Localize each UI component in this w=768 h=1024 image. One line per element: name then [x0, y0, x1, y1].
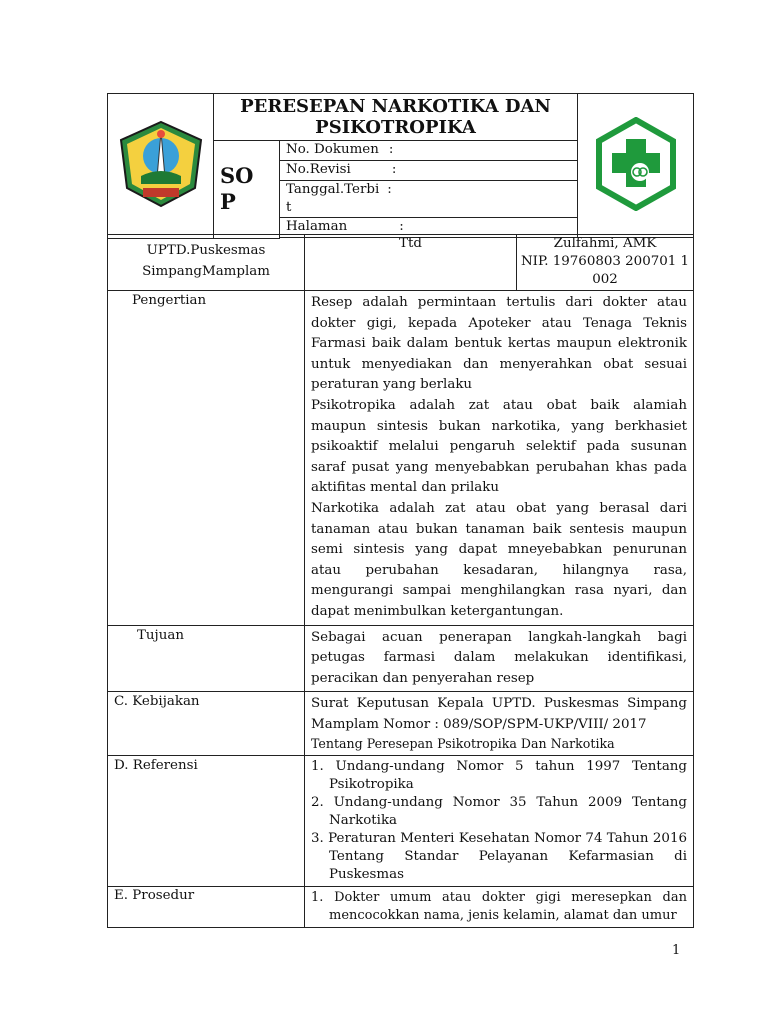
left-logo-cell	[108, 94, 214, 239]
tujuan-content-cell	[305, 625, 694, 692]
meta-colon: :	[399, 219, 404, 234]
regency-emblem-icon	[115, 118, 207, 210]
org-cell	[108, 235, 305, 291]
meta-colon: :	[387, 182, 392, 197]
document-title-cell	[214, 94, 578, 141]
prosedur-label: E. Prosedur	[114, 888, 195, 904]
signatory-cell	[517, 235, 694, 291]
signatory-nip-line2: 002	[592, 272, 618, 287]
meta-label: No. Dokumen	[286, 142, 379, 157]
org-line2: SimpangMamplam	[142, 263, 270, 279]
tujuan-label-cell	[108, 625, 305, 692]
ttd-cell	[305, 235, 517, 291]
meta-label: Tanggal.Terbi	[286, 182, 380, 197]
sop-label-line2: P	[220, 189, 236, 215]
pengertian-paragraph-psikotropika: Psikotropika adalah zat atau obat baik alamiah maupun sintesis bukan narkotika, yang berkhasiet psikoaktif melalui pengaruh selektif pada susunan saraf pusat yang menyebabkan perubahan khas pada aktifitas mental dan prilaku	[311, 397, 687, 496]
meta-label: Halaman	[286, 219, 348, 234]
referensi-label-cell	[108, 756, 305, 887]
pengertian-paragraph-resep: Resep adalah permintaan tertulis dari dokter atau dokter gigi, kepada Apoteker atau Tenaga Teknis Farmasi baik dalam bentuk kertas maupun elektronik untuk menyediakan dan menyerahkan obat sesuai peraturan yang berlaku	[311, 295, 687, 393]
referensi-item: 3. Peraturan Menteri Kesehatan Nomor 74 Tahun 2016 Tentang Standar Pelayanan Kefarmasian di Puskesmas	[311, 831, 687, 883]
referensi-content-cell	[305, 756, 694, 887]
meta-no-revisi	[280, 161, 578, 181]
meta-label: No.Revisi	[286, 162, 351, 177]
right-logo-cell	[578, 94, 694, 238]
meta-tanggal-terbit	[280, 181, 578, 218]
kebijakan-label-cell	[108, 692, 305, 756]
meta-colon: :	[388, 142, 394, 157]
document-title-line1: PERESEPAN NARKOTIKA DAN	[240, 96, 551, 117]
sop-label-cell	[214, 141, 280, 239]
sop-content-table	[107, 234, 694, 928]
sop-header-table	[107, 93, 694, 239]
pengertian-label: Pengertian	[132, 293, 207, 308]
document-title-line2: PSIKOTROPIKA	[315, 117, 476, 138]
org-line1: UPTD.Puskesmas	[146, 243, 266, 258]
prosedur-label-cell	[108, 887, 305, 928]
prosedur-content-cell	[305, 887, 694, 928]
page-number: 1	[672, 943, 681, 958]
pengertian-label-cell	[108, 291, 305, 626]
puskesmas-green-cross-icon	[594, 117, 678, 211]
tujuan-label: Tujuan	[137, 627, 184, 643]
pengertian-content-cell	[305, 291, 694, 626]
tujuan-text: Sebagai acuan penerapan langkah-langkah bagi petugas farmasi dalam melakukan identifikasi, peracikan dan penyerahan resep	[311, 629, 687, 686]
referensi-item: 2. Undang-undang Nomor 35 Tahun 2009 Tentang Narkotika	[311, 795, 687, 829]
meta-colon: :	[391, 162, 397, 177]
signatory-name: Zulfahmi, AMK	[553, 236, 657, 251]
kebijakan-text-tentang: Tentang Peresepan Psikotropika Dan Narkotika	[311, 736, 615, 752]
sop-label-line1: SO	[220, 163, 254, 189]
prosedur-item: 1. Dokter umum atau dokter gigi meresepkan dan mencocokkan nama, jenis kelamin, alamat dan umur	[311, 890, 687, 924]
signatory-nip-line1: NIP. 19760803 200701 1	[520, 254, 690, 269]
pengertian-paragraph-narkotika: Narkotika adalah zat atau obat yang berasal dari tanaman atau bukan tanaman baik sentesis maupun semi sintesis yang dapat mneyebabkan penurunan atau perubahan kesadaran, hilangnya rasa, mengurangi sampai menghilangkan rasa nyari, dan dapat menimbulkan ketergantungan.	[311, 500, 687, 619]
referensi-label: D. Referensi	[114, 758, 198, 774]
kebijakan-text: Surat Keputusan Kepala UPTD. Puskesmas Simpang Mamplam Nomor : 089/SOP/SPM-UKP/VIII/ 2017	[311, 696, 687, 732]
ttd-label: Ttd	[399, 236, 422, 251]
referensi-item: 1. Undang-undang Nomor 5 tahun 1997 Tentang Psikotropika	[311, 759, 687, 793]
kebijakan-content-cell	[305, 692, 694, 756]
meta-label-wrap: t	[286, 200, 292, 215]
meta-no-dokumen	[280, 141, 578, 161]
kebijakan-label: C. Kebijakan	[114, 694, 200, 710]
referensi-list	[311, 758, 687, 884]
